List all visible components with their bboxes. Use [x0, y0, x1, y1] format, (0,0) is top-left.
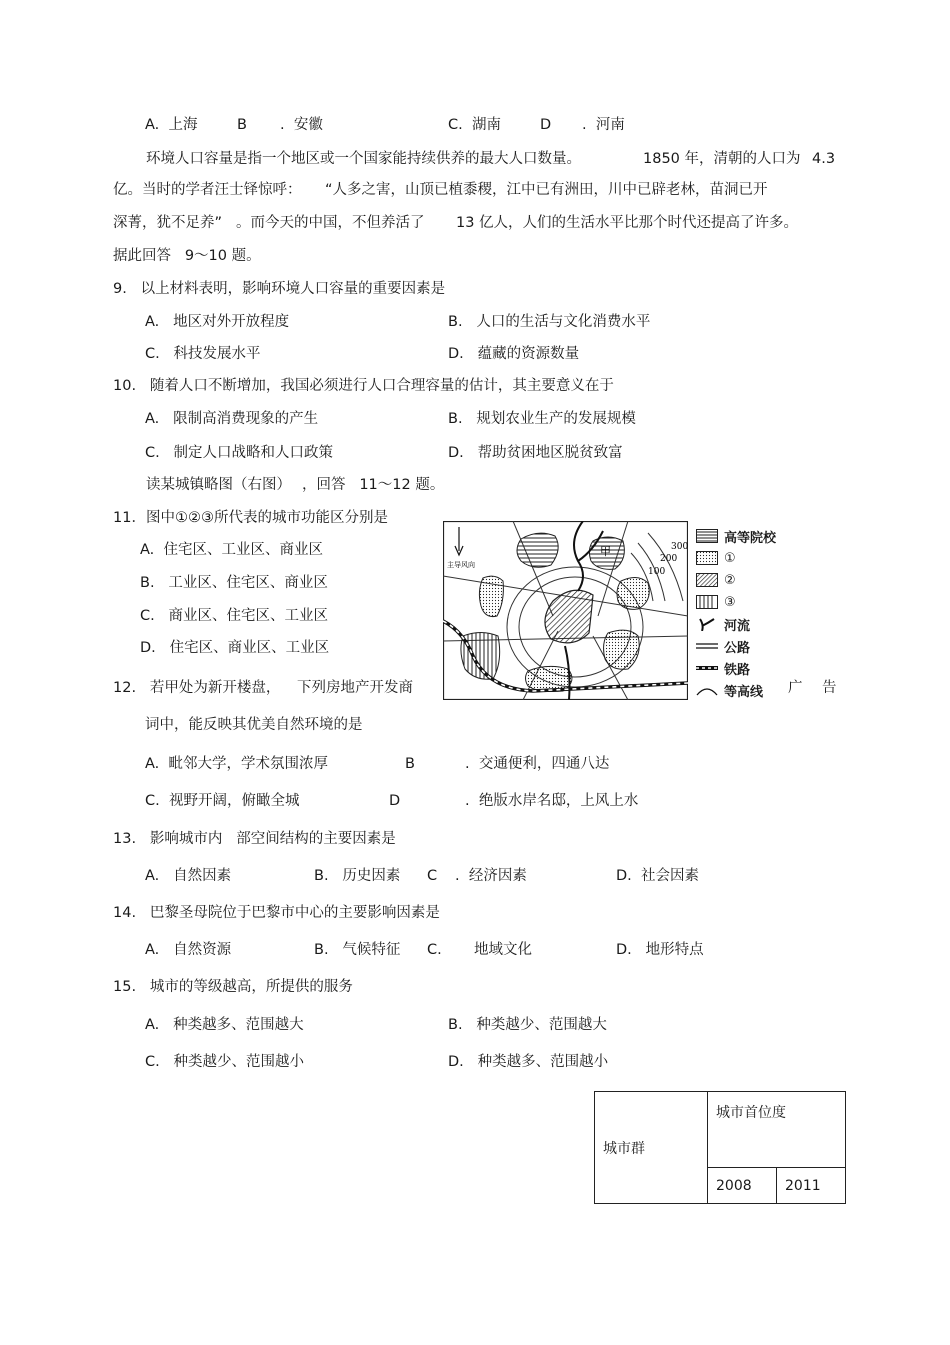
text-line: A. 自然因素 — [145, 868, 232, 884]
text-line: D. 住宅区、商业区、工业区 — [140, 640, 330, 656]
text-line: . 绝版水岸名邸，上风上水 — [465, 793, 639, 809]
text-line: D. 社会因素 — [616, 868, 699, 884]
text-line: 13. 影响城市内 部空间结构的主要因素是 — [113, 831, 396, 847]
zone-1-east — [617, 577, 649, 609]
text-line: B — [237, 117, 247, 133]
legend-road — [696, 637, 750, 655]
text-line: A. 自然资源 — [145, 942, 232, 958]
text-line: 15. 城市的等级越高，所提供的服务 — [113, 979, 353, 995]
legend-university — [696, 527, 776, 545]
legend-label: 公路 — [724, 640, 751, 656]
legend-zone-3 — [696, 593, 736, 611]
text-line: D. 种类越多、范围越小 — [448, 1054, 609, 1070]
text-line: C. 制定人口战略和人口政策 — [145, 445, 334, 461]
text-line: 9. 以上材料表明，影响环境人口容量的重要因素是 — [113, 281, 446, 297]
text-line: C. 视野开阔，俯瞰全城 — [145, 793, 300, 809]
text-line: . 经济因素 — [455, 868, 527, 884]
wind-label: 主导风向 — [447, 561, 475, 569]
vstripe-swatch — [696, 595, 718, 609]
contour-icon — [696, 683, 718, 697]
hstripe-swatch — [696, 529, 718, 543]
text-line: 14. 巴黎圣母院位于巴黎市中心的主要影响因素是 — [113, 905, 440, 921]
col-header-cell: 城市首位度 — [708, 1092, 846, 1168]
text-line: B — [405, 756, 415, 772]
legend-zone-2 — [696, 571, 736, 589]
text-line: 12. 若甲处为新开楼盘， — [113, 680, 281, 696]
legend-contour — [696, 681, 763, 699]
legend-label: ① — [724, 550, 736, 566]
text-line: 告 — [822, 680, 837, 696]
legend-label: 河流 — [724, 618, 751, 634]
legend-zone-1 — [696, 549, 736, 567]
text-line: B. 人口的生活与文化消费水平 — [448, 314, 651, 330]
text-line: 10. 随着人口不断增加，我国必须进行人口合理容量的估计，其主要意义在于 — [113, 378, 614, 394]
zone-1-west — [479, 576, 503, 616]
legend-label: 高等院校 — [724, 530, 777, 546]
text-line: B. 种类越少、范围越大 — [448, 1017, 607, 1033]
text-line: ，回答 11～12 题。 — [302, 477, 445, 493]
contour-label-100: 100 — [648, 567, 666, 577]
jia-label: 甲 — [600, 545, 611, 558]
legend-rail — [696, 659, 750, 677]
text-line: “人多之害，山顶已植黍稷，江中已有洲田，川中已辟老林，苗洞已开 — [325, 182, 768, 198]
text-line: . 交通便利，四通八达 — [465, 756, 610, 772]
text-line: 词中，能反映其优美自然环境的是 — [145, 717, 363, 733]
text-line: 广 — [788, 680, 803, 696]
university-nw — [517, 533, 558, 567]
dots-swatch — [696, 551, 718, 565]
text-line: C. 种类越少、范围越小 — [145, 1054, 305, 1070]
text-line: B. 历史因素 — [314, 868, 401, 884]
text-line: 亿。当时的学者汪士铎惊呼： — [113, 182, 302, 198]
legend-label: ③ — [724, 594, 736, 610]
year-cell: 2011 — [777, 1168, 846, 1204]
text-line: 读某城镇略图（右图） — [146, 477, 291, 493]
text-line: D. 地形特点 — [616, 942, 704, 958]
river-icon — [696, 617, 718, 631]
zone-1-se — [604, 630, 640, 669]
year-cell: 2008 — [708, 1168, 777, 1204]
text-line: 13 亿人，人们的生活水平比那个时代还提高了许多。 — [456, 215, 799, 231]
legend-river — [696, 615, 750, 633]
text-line: 。而今天的中国，不但养活了 — [236, 215, 425, 231]
text-line: B. 气候特征 — [314, 942, 401, 958]
legend-label: ② — [724, 572, 736, 588]
text-line: 地域文化 — [474, 942, 532, 958]
city-sketch-map — [443, 521, 688, 700]
text-line: A. 地区对外开放程度 — [145, 314, 290, 330]
contour-label-300: 300 — [671, 542, 688, 552]
text-line: 环境人口容量是指一个地区或一个国家能持续供养的最大人口数量。 — [146, 151, 581, 167]
text-line: B. 规划农业生产的发展规模 — [448, 411, 636, 427]
text-line: 据此回答 9～10 题。 — [113, 248, 261, 264]
text-line: 11．图中①②③所代表的城市功能区分别是 — [113, 510, 388, 526]
text-line: A. 种类越多、范围越大 — [145, 1017, 304, 1033]
text-line: 4.3 — [812, 151, 836, 167]
text-line: . 河南 — [582, 117, 625, 133]
text-line: A. 上海 — [145, 117, 198, 133]
contour-label-200: 200 — [660, 554, 678, 564]
city-primacy-table — [594, 1091, 846, 1204]
text-line: B. 工业区、住宅区、商业区 — [140, 575, 328, 591]
text-line: D. 蕴藏的资源数量 — [448, 346, 580, 362]
text-line: D — [540, 117, 552, 133]
legend-label: 等高线 — [724, 684, 764, 700]
text-line: C. 商业区、住宅区、工业区 — [140, 608, 329, 624]
text-line: D — [389, 793, 401, 809]
text-line: C. 湖南 — [448, 117, 501, 133]
text-line: 深菁，犹不足养” — [113, 215, 223, 231]
legend-label: 铁路 — [724, 662, 751, 678]
text-line: D. 帮助贫困地区脱贫致富 — [448, 445, 623, 461]
text-line: A. 限制高消费现象的产生 — [145, 411, 319, 427]
text-line: 1850 年，清朝的人口为 — [643, 151, 801, 167]
rail-icon — [696, 661, 718, 675]
text-line: A. 住宅区、工业区、商业区 — [140, 542, 323, 558]
road-icon — [696, 639, 718, 653]
text-line: A. 毗邻大学，学术氛围浓厚 — [145, 756, 328, 772]
text-line: C. 科技发展水平 — [145, 346, 261, 362]
text-line: 下列房地产开发商 — [297, 680, 413, 696]
diag-swatch — [696, 573, 718, 587]
text-line: . 安徽 — [280, 117, 323, 133]
row-header-cell: 城市群 — [595, 1092, 708, 1204]
text-line: C. — [427, 942, 442, 958]
text-line: C — [427, 868, 438, 884]
